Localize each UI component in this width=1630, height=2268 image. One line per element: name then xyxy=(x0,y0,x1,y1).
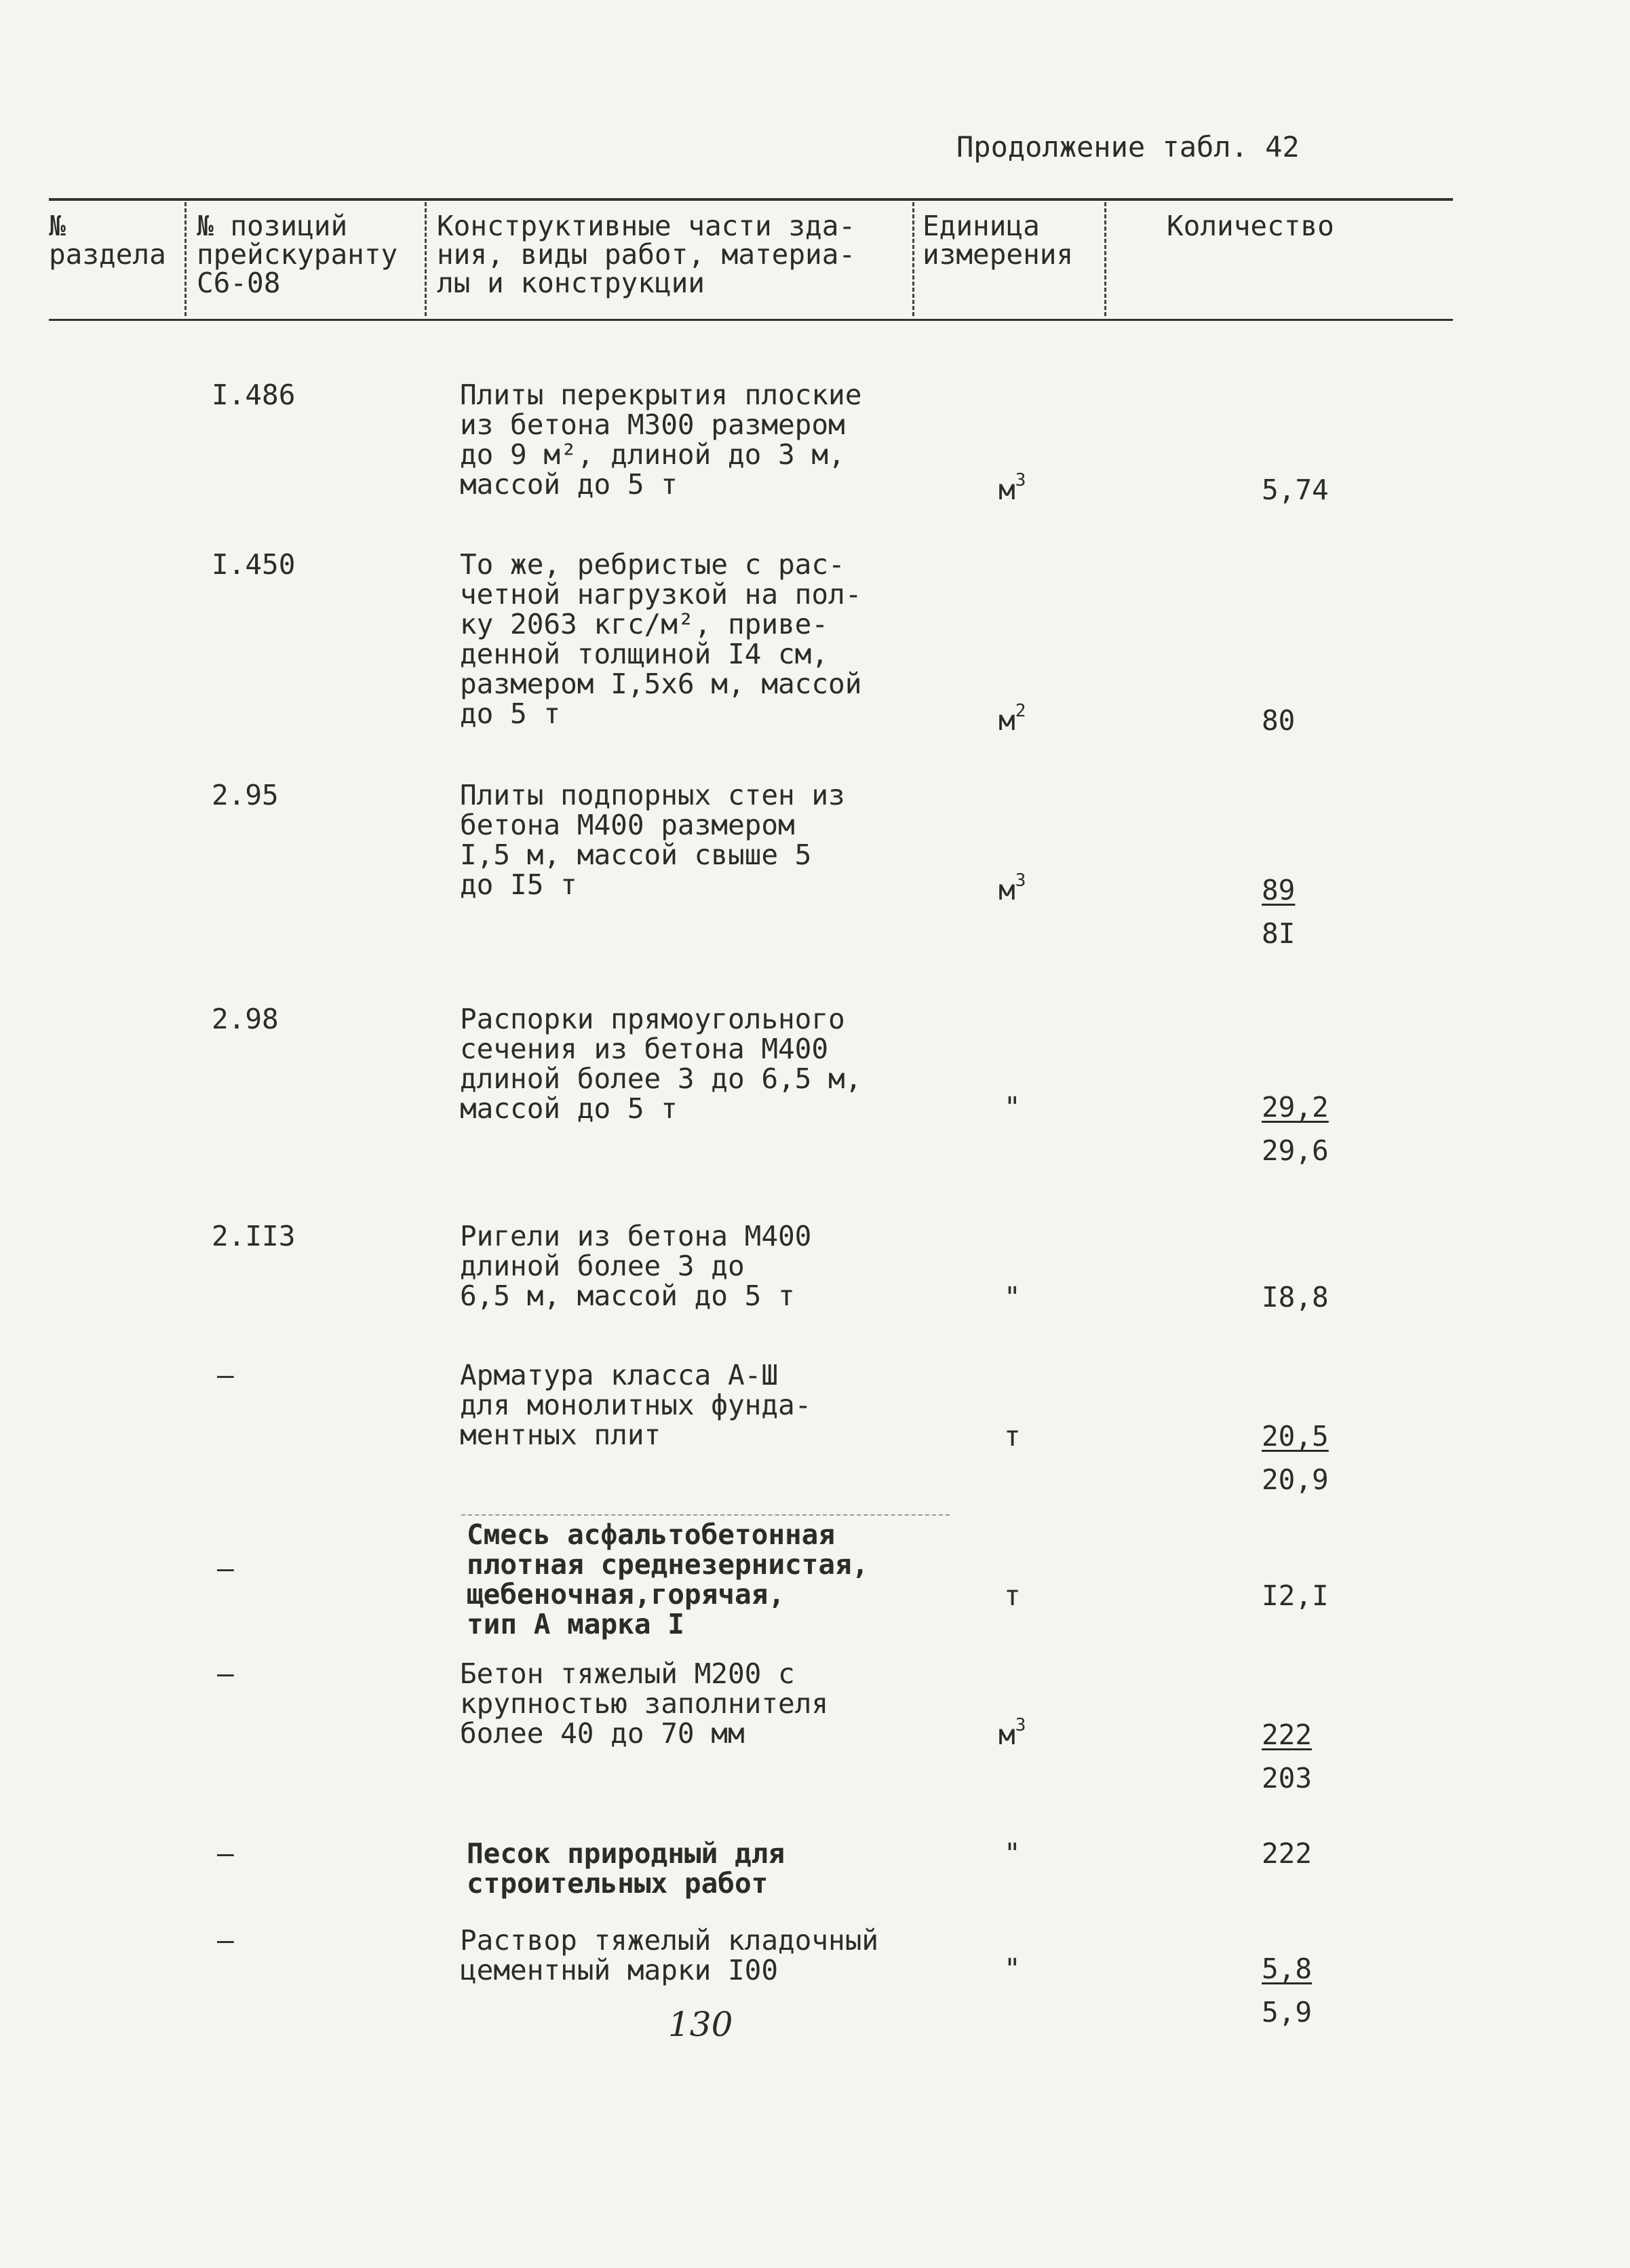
row-quantity: 222 xyxy=(1262,1837,1313,1870)
header-position: № позиций прейскуранту С6-08 xyxy=(197,210,398,299)
row-unit: т xyxy=(1004,1420,1021,1453)
row-description: Песок природный для строительных работ xyxy=(467,1837,785,1900)
row-position: I.486 xyxy=(212,379,296,411)
row-quantity: I2,I xyxy=(1262,1579,1329,1612)
row-unit: " xyxy=(1004,1281,1021,1313)
row-position: – xyxy=(217,1657,234,1690)
row-description: Распорки прямоугольного сечения из бетона М400 длиной более 3 до 6,5 м, массой до 5 т xyxy=(460,1003,862,1125)
row-quantity: $\frac{29,2}{29,6}$ xyxy=(1262,1091,1329,1167)
row-quantity: 80 xyxy=(1262,704,1296,737)
row-description: Смесь асфальтобетонная плотная среднезернистая, щебеночная,горячая, тип А марка I xyxy=(467,1518,869,1640)
row-description: Бетон тяжелый М200 с крупностью заполнителя более 40 до 70 мм xyxy=(460,1657,829,1750)
page-number: 130 xyxy=(668,2005,733,2044)
row-description: Плиты подпорных стен из бетона М400 размером I,5 м, массой свыше 5 до I5 т xyxy=(460,779,845,901)
header-bottom-rule xyxy=(49,319,1453,321)
row-position: – xyxy=(217,1359,234,1391)
header-quantity: Количество xyxy=(1167,210,1334,242)
column-separator xyxy=(1104,202,1106,316)
header-description: Конструктивные части зда- ния, виды работ, материа- лы и конструкции xyxy=(437,210,856,299)
row-description: Арматура класса А-Ш для монолитных фунда- ментных плит xyxy=(460,1359,812,1451)
row-quantity: $\frac{222}{203}$ xyxy=(1262,1718,1313,1794)
row-unit: " xyxy=(1004,1837,1021,1870)
row-quantity: $\frac{20,5}{20,9}$ xyxy=(1262,1420,1329,1496)
row-position: 2.98 xyxy=(212,1003,279,1035)
row-unit: " xyxy=(1004,1091,1021,1123)
row-quantity: 5,74 xyxy=(1262,474,1329,506)
row-description: То же, ребристые с рас- четной нагрузкой на пол- ку 2063 кгс/м², приве- денной толщиной I4 см, размером I,5x6 м, массой до 5 т xyxy=(460,548,862,730)
row-quantity: $\frac{89}{8I}$ xyxy=(1262,874,1296,950)
row-position: 2.II3 xyxy=(212,1220,296,1252)
row-unit: " xyxy=(1004,1953,1021,1985)
row-position: – xyxy=(217,1837,234,1870)
row-description: Ригели из бетона М400 длиной более 3 до 6,5 м, массой до 5 т xyxy=(460,1220,812,1312)
row-unit: $м^3$ xyxy=(998,870,1026,906)
divider xyxy=(461,1514,950,1516)
row-position: – xyxy=(217,1552,234,1585)
row-position: – xyxy=(217,1924,234,1957)
row-position: 2.95 xyxy=(212,779,279,811)
column-separator xyxy=(425,202,427,316)
row-description: Плиты перекрытия плоские из бетона М300 размером до 9 м², длиной до 3 м, массой до 5 т xyxy=(460,379,862,501)
column-separator xyxy=(185,202,187,316)
header-top-rule xyxy=(49,198,1453,201)
row-quantity: $\frac{5,8}{5,9}$ xyxy=(1262,1953,1313,2029)
row-unit: $м^3$ xyxy=(998,470,1026,506)
row-quantity: I8,8 xyxy=(1262,1281,1329,1313)
row-position: I.450 xyxy=(212,548,296,581)
column-separator xyxy=(912,202,914,316)
row-unit: $м^3$ xyxy=(998,1715,1026,1751)
header-section: № раздела xyxy=(49,210,166,271)
row-unit: т xyxy=(1004,1579,1021,1612)
row-description: Раствор тяжелый кладочный цементный марки I00 xyxy=(460,1924,879,1986)
header-unit: Единица измерения xyxy=(923,210,1074,271)
row-unit: $м^2$ xyxy=(998,701,1026,737)
table-caption: Продолжение табл. 42 xyxy=(956,130,1300,164)
